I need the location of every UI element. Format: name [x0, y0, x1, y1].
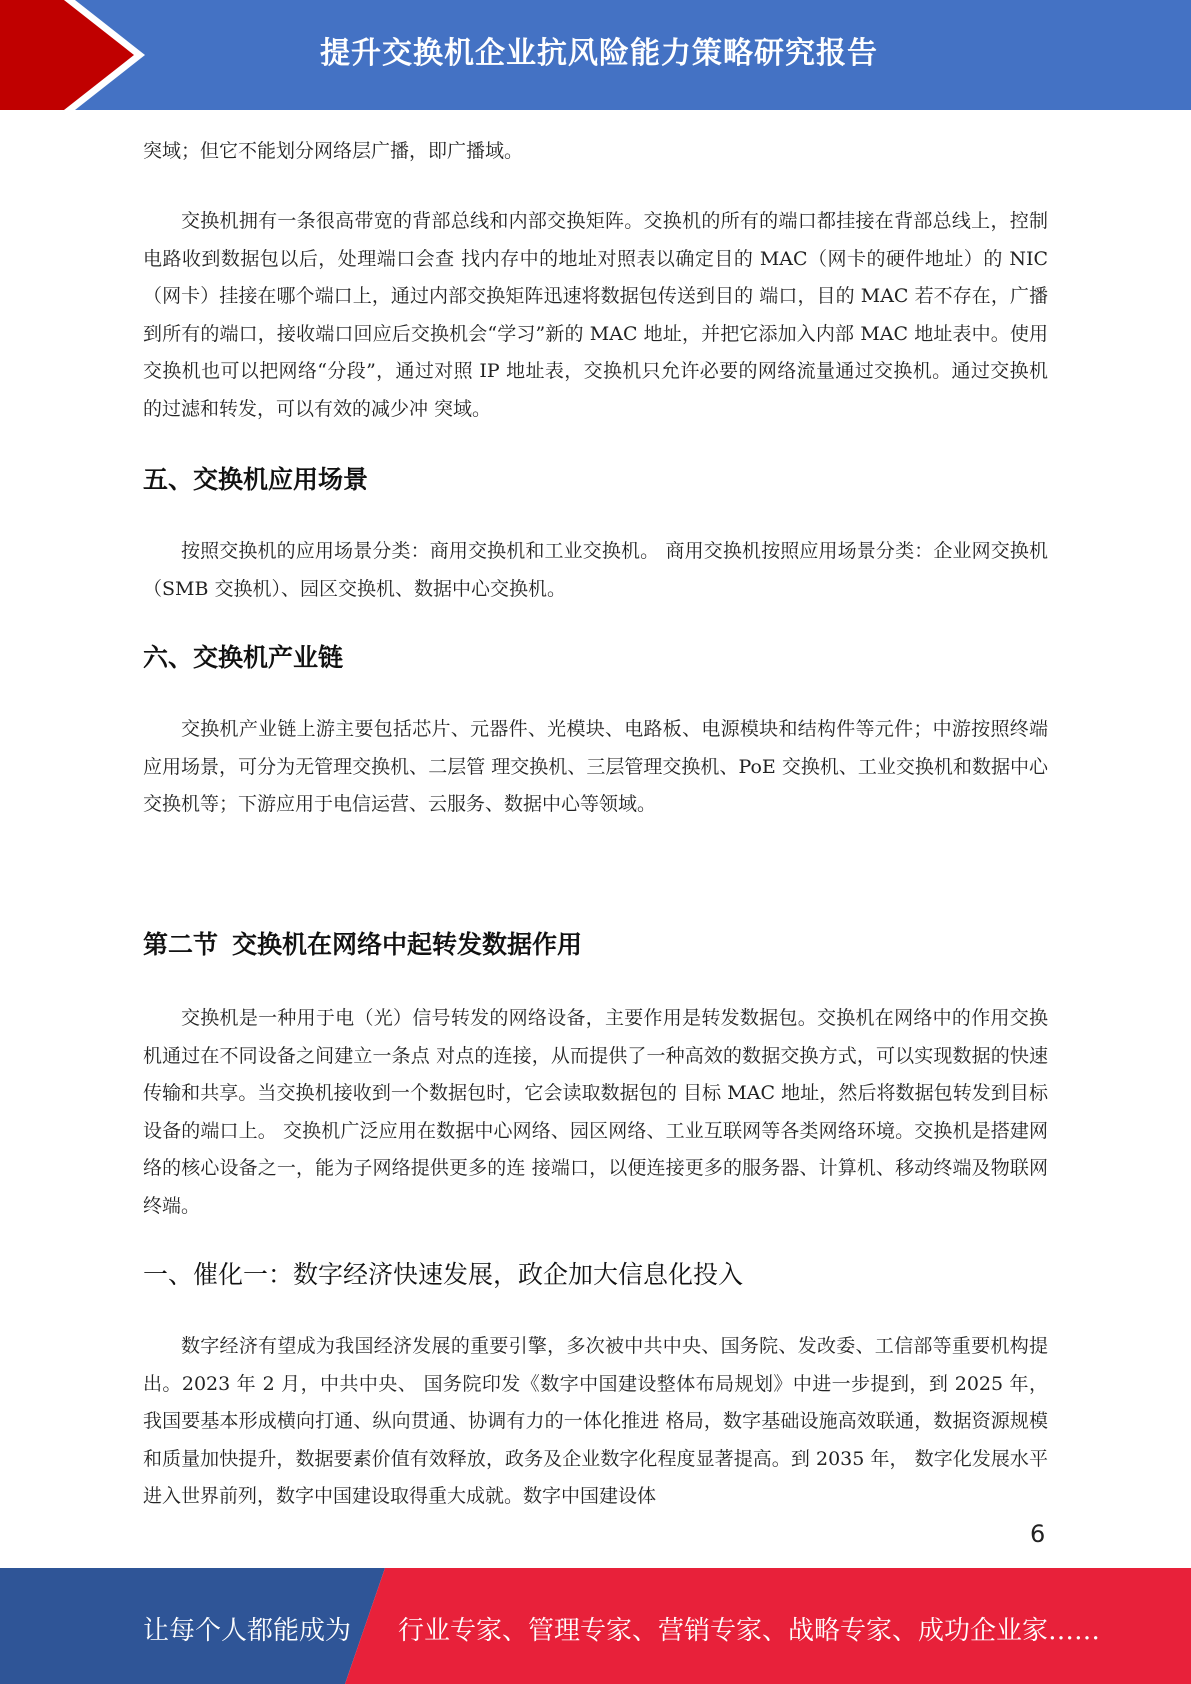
footer-slogan-left: 让每个人都能成为 — [143, 1616, 352, 1646]
paragraph-application-scenarios: 按照交换机的应用场景分类：商用交换机和工业交换机。 商用交换机按照应用场景分类：企业网交换机（SMB 交换机）、园区交换机、数据中心交换机。 — [143, 540, 1048, 600]
paragraph-industry-chain: 交换机产业链上游主要包括芯片、元器件、光模块、电路板、电源模块和结构件等元件；中游按照终端应用场景，可分为无管理交换机、二层管 理交换机、三层管理交换机、PoE 交换机、工业交换机和数据中心交换机等；下游应用于电信运营、云服务、数据中心等领域。 — [143, 718, 1048, 815]
paragraph-continuation: 突域；但它不能划分网络层广播，即广播域。 — [143, 140, 524, 162]
report-title: 提升交换机企业抗风险能力策略研究报告 — [320, 36, 878, 71]
paragraph-digital-economy: 数字经济有望成为我国经济发展的重要引擎，多次被中共中央、国务院、发改委、工信部等重要机构提出。2023 年 2 月，中共中央、 国务院印发《数字中国建设整体布局规划》中进一步提到，到 2025 年，我国要基本形成横向打通、纵向贯通、协调有力的一体化推进 格局，数字基础设施高效联通，数据资源规模和质量加快提升，数据要素价值有效释放，政务及企业数字化程度显著提高。到 2035 年， 数字化发展水平进入世界前列，数字中国建设取得重大成就。数字中国建设体 — [143, 1335, 1048, 1507]
footer-slogan-right: 行业专家、管理专家、营销专家、战略专家、成功企业家…… — [398, 1616, 1101, 1646]
page-footer — [0, 1568, 1191, 1684]
page-header — [0, 0, 1191, 110]
heading-application-scenarios: 五、交换机应用场景 — [143, 465, 369, 494]
page-number: 6 — [1030, 1520, 1046, 1548]
header-arrow-icon — [0, 0, 160, 110]
paragraph-switch-architecture: 交换机拥有一条很高带宽的背部总线和内部交换矩阵。交换机的所有的端口都挂接在背部总线上，控制电路收到数据包以后，处理端口会查 找内存中的地址对照表以确定目的 MAC（网卡的硬件地址）的 NIC（网卡）挂接在哪个端口上，通过内部交换矩阵迅速将数据包传送到目的 端口，目的 MAC 若不存在，广播到所有的端口，接收端口回应后交换机会“学习”新的 MAC 地址，并把它添加入内部 MAC 地址表中。使用 交换机也可以把网络“分段”，通过对照 IP 地址表，交换机只允许必要的网络流量通过交换机。通过交换机的过滤和转发，可以有效的减少冲 突域。 — [143, 210, 1048, 420]
heading-industry-chain: 六、交换机产业链 — [143, 643, 344, 672]
section-title-text: 交换机在网络中起转发数据作用 — [232, 930, 583, 959]
paragraph-switch-role: 交换机是一种用于电（光）信号转发的网络设备，主要作用是转发数据包。交换机在网络中的作用交换机通过在不同设备之间建立一条点 对点的连接，从而提供了一种高效的数据交换方式，可以实现数据的快速传输和共享。当交换机接收到一个数据包时，它会读取数据包的 目标 MAC 地址，然后将数据包转发到目标设备的端口上。 交换机广泛应用在数据中心网络、园区网络、工业互联网等各类网络环境。交换机是搭建网络的核心设备之一，能为子网络提供更多的连 接端口，以便连接更多的服务器、计算机、移动终端及物联网终端。 — [143, 1007, 1048, 1217]
section-title — [143, 925, 582, 961]
section-number: 第二节 — [143, 930, 219, 959]
heading-catalyst-one: 一、催化一：数字经济快速发展，政企加大信息化投入 — [143, 1260, 744, 1289]
